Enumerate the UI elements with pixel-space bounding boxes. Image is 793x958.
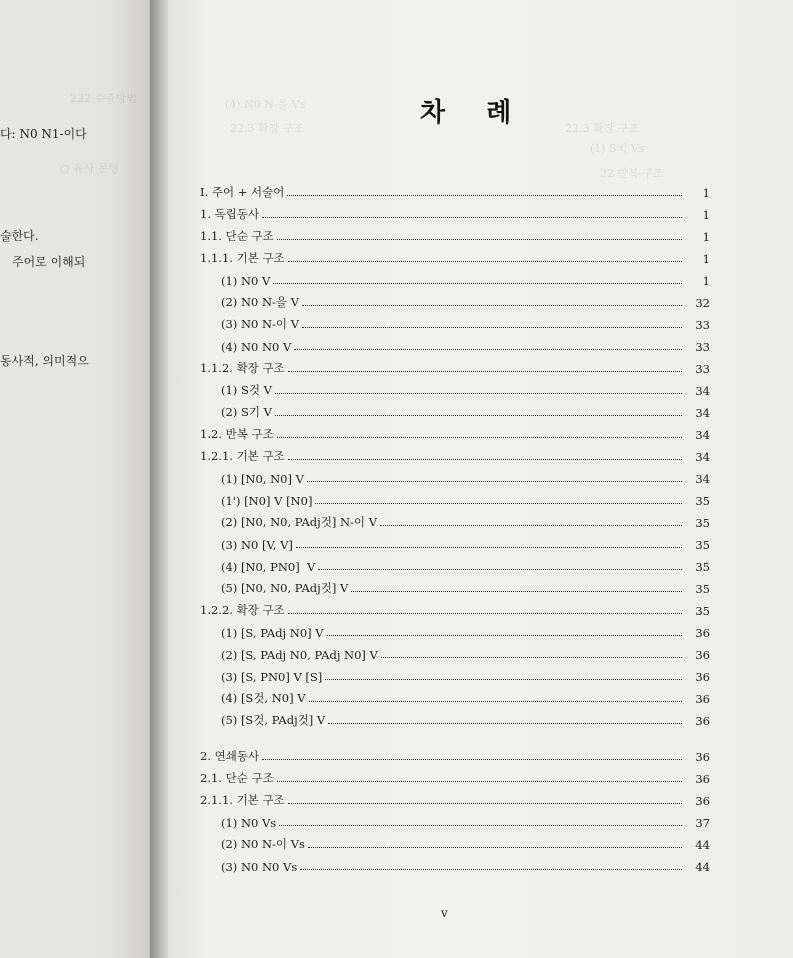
dot-leader — [296, 547, 682, 548]
toc-entry[interactable] — [221, 554, 710, 574]
dot-leader — [275, 415, 682, 416]
toc-entry-label: (1') [N0] V [N0] — [221, 494, 313, 508]
toc-entry[interactable] — [200, 356, 710, 376]
toc-entry-label: (1) N0 V — [221, 274, 271, 288]
toc-entry-page: 44 — [695, 838, 710, 852]
toc-entry-page: 36 — [695, 750, 710, 764]
toc-entry-page: 36 — [695, 626, 710, 640]
toc-entry-page: 1 — [702, 252, 710, 266]
toc-entry-page: 1 — [702, 274, 710, 288]
bleed-through-text: (4) N0 N-을 Vs — [225, 98, 306, 111]
toc-entry-page: 44 — [695, 860, 710, 874]
dot-leader — [309, 701, 682, 702]
toc-entry[interactable] — [221, 532, 710, 552]
dot-leader — [288, 261, 682, 262]
toc-entry[interactable] — [221, 810, 710, 830]
toc-entry-label: (2) S기 V — [221, 405, 272, 419]
toc-entry[interactable] — [221, 664, 710, 684]
toc-entry[interactable] — [200, 224, 710, 244]
toc-entry-page: 1 — [702, 208, 710, 222]
toc-entry-label: 1.1.1. 기본 구조 — [200, 251, 285, 265]
toc-entry-page: 35 — [695, 560, 710, 574]
toc-entry-label: (2) [S, PAdj N0, PAdj N0] V — [221, 648, 378, 662]
toc-entry-label: (3) [S, PN0] V [S] — [221, 670, 323, 684]
page-number: v — [441, 906, 448, 920]
toc-entry-label: (2) [N0, N0, PAdj것] N-이 V — [221, 515, 377, 529]
toc-entry[interactable] — [221, 488, 710, 508]
toc-entry-page: 35 — [695, 582, 710, 596]
toc-entry[interactable] — [221, 576, 710, 596]
toc-entry-page: 34 — [695, 406, 710, 420]
left-page-line: 술한다. — [0, 229, 39, 243]
toc-entry-label: (4) [N0, PN0] V — [221, 560, 316, 574]
left-page-line: 주어로 이해되 — [12, 255, 86, 269]
dot-leader — [351, 591, 682, 592]
toc-entry-label: 1.1.2. 확장 구조 — [200, 361, 285, 375]
toc-entry-page: 34 — [695, 428, 710, 442]
toc-entry-page: 33 — [695, 340, 710, 354]
dot-leader — [325, 679, 682, 680]
bleed-through-text: 22.3 확장 구조 — [230, 122, 304, 135]
toc-entry-page: 36 — [695, 648, 710, 662]
dot-leader — [328, 723, 682, 724]
dot-leader — [307, 481, 682, 482]
toc-entry-label: 2.1.1. 기본 구조 — [200, 793, 285, 807]
toc-entry-label: 2. 연쇄동사 — [200, 749, 260, 763]
toc-entry-page: 33 — [695, 362, 710, 376]
toc-entry[interactable] — [200, 180, 710, 200]
dot-leader — [288, 459, 682, 460]
toc-entry[interactable] — [200, 788, 710, 808]
toc-entry-page: 35 — [695, 516, 710, 530]
dot-leader — [300, 869, 682, 870]
dot-leader — [294, 349, 682, 350]
toc-entry[interactable] — [221, 854, 710, 874]
toc-entry-page: 1 — [702, 186, 710, 200]
toc-entry[interactable] — [221, 642, 710, 662]
dot-leader — [287, 195, 682, 196]
toc-entry-label: (1) [S, PAdj N0] V — [221, 626, 324, 640]
toc-entry-label: (2) N0 N-을 V — [221, 295, 299, 309]
toc-entry-label: 2.1. 단순 구조 — [200, 771, 274, 785]
dot-leader — [262, 217, 682, 218]
toc-entry[interactable] — [221, 400, 710, 420]
toc-entry[interactable] — [221, 334, 710, 354]
toc-entry-label: (5) [N0, N0, PAdj것] V — [221, 581, 349, 595]
left-page-line: 다: N0 N1-이다 — [0, 127, 87, 141]
toc-entry-page: 34 — [695, 384, 710, 398]
bleed-through-text: 22.3 확장 구조 — [565, 122, 639, 135]
dot-leader — [302, 327, 682, 328]
toc-entry-label: (3) N0 N-이 V — [221, 317, 299, 331]
toc-entry-page: 1 — [702, 230, 710, 244]
toc-entry-label: 1.2.1. 기본 구조 — [200, 449, 285, 463]
toc-entry[interactable] — [221, 708, 710, 728]
toc-entry-label: 1.2. 반복 구조 — [200, 427, 274, 441]
toc-entry[interactable] — [200, 202, 710, 222]
toc-entry[interactable] — [221, 832, 710, 852]
dot-leader — [327, 635, 682, 636]
toc-entry-page: 33 — [695, 318, 710, 332]
dot-leader — [288, 613, 682, 614]
toc-entry[interactable] — [221, 378, 710, 398]
bleed-through-text: (1) S치 Vs — [590, 142, 645, 155]
toc-entry-page: 32 — [695, 296, 710, 310]
dot-leader — [302, 305, 682, 306]
toc-entry-label: (1) N0 Vs — [221, 816, 277, 830]
bleed-through-text: 22 반복 구조 — [600, 167, 664, 180]
dot-leader — [318, 569, 682, 570]
toc-entry-page: 35 — [695, 538, 710, 552]
dot-leader — [277, 437, 682, 438]
toc-entry[interactable] — [221, 620, 710, 640]
dot-leader — [315, 503, 682, 504]
dot-leader — [380, 525, 682, 526]
left-page — [0, 0, 160, 958]
dot-leader — [288, 803, 682, 804]
toc-entry-label: (2) N0 N-이 Vs — [221, 837, 305, 851]
toc-entry[interactable] — [200, 246, 710, 266]
toc-entry-page: 34 — [695, 450, 710, 464]
toc-entry-page: 36 — [695, 714, 710, 728]
toc-entry-label: (5) [S것, PAdj것] V — [221, 713, 326, 727]
toc-entry[interactable] — [221, 510, 710, 530]
toc-entry-label: (4) [S것, N0] V — [221, 691, 306, 705]
toc-entry-label: I. 주어 + 서술어 — [200, 185, 285, 199]
toc-entry-label: (1) [N0, N0] V — [221, 472, 304, 486]
dot-leader — [288, 371, 682, 372]
dot-leader — [381, 657, 682, 658]
toc-entry-page: 36 — [695, 794, 710, 808]
toc-entry-label: 1.1. 단순 구조 — [200, 229, 274, 243]
toc-entry[interactable] — [200, 422, 710, 442]
toc-entry-label: (1) S것 V — [221, 383, 272, 397]
dot-leader — [277, 239, 682, 240]
page-title: 차 례 — [420, 98, 528, 128]
dot-leader — [273, 283, 682, 284]
bleed-through-text: 222 수출방법 — [70, 92, 137, 105]
toc-entry-label: 1. 독립동사 — [200, 207, 260, 221]
toc-entry-page: 36 — [695, 772, 710, 786]
toc-entry[interactable] — [221, 268, 710, 288]
toc-entry-page: 36 — [695, 692, 710, 706]
toc-entry[interactable] — [200, 766, 710, 786]
dot-leader — [277, 781, 682, 782]
toc-entry-page: 34 — [695, 472, 710, 486]
toc-entry-page: 35 — [695, 604, 710, 618]
toc-entry-label: (4) N0 N0 V — [221, 340, 292, 354]
dot-leader — [262, 759, 682, 760]
left-page-line: 동사적, 의미적으 — [0, 354, 89, 368]
dot-leader — [275, 393, 682, 394]
toc-entry[interactable] — [221, 312, 710, 332]
dot-leader — [279, 825, 682, 826]
toc-entry[interactable] — [221, 466, 710, 486]
toc-entry-label: (3) N0 N0 Vs — [221, 860, 298, 874]
toc-entry[interactable] — [221, 686, 710, 706]
dot-leader — [308, 847, 682, 848]
toc-entry-page: 36 — [695, 670, 710, 684]
toc-entry-label: (3) N0 [V, V] — [221, 538, 293, 552]
toc-entry[interactable] — [200, 444, 710, 464]
toc-entry-page: 35 — [695, 494, 710, 508]
toc-entry-page: 37 — [695, 816, 710, 830]
toc-entry[interactable] — [221, 290, 710, 310]
toc-entry-label: 1.2.2. 확장 구조 — [200, 603, 285, 617]
toc-entry[interactable] — [200, 744, 710, 764]
bleed-through-text: ○ 유사 문형 — [60, 162, 120, 175]
toc-entry[interactable] — [200, 598, 710, 618]
